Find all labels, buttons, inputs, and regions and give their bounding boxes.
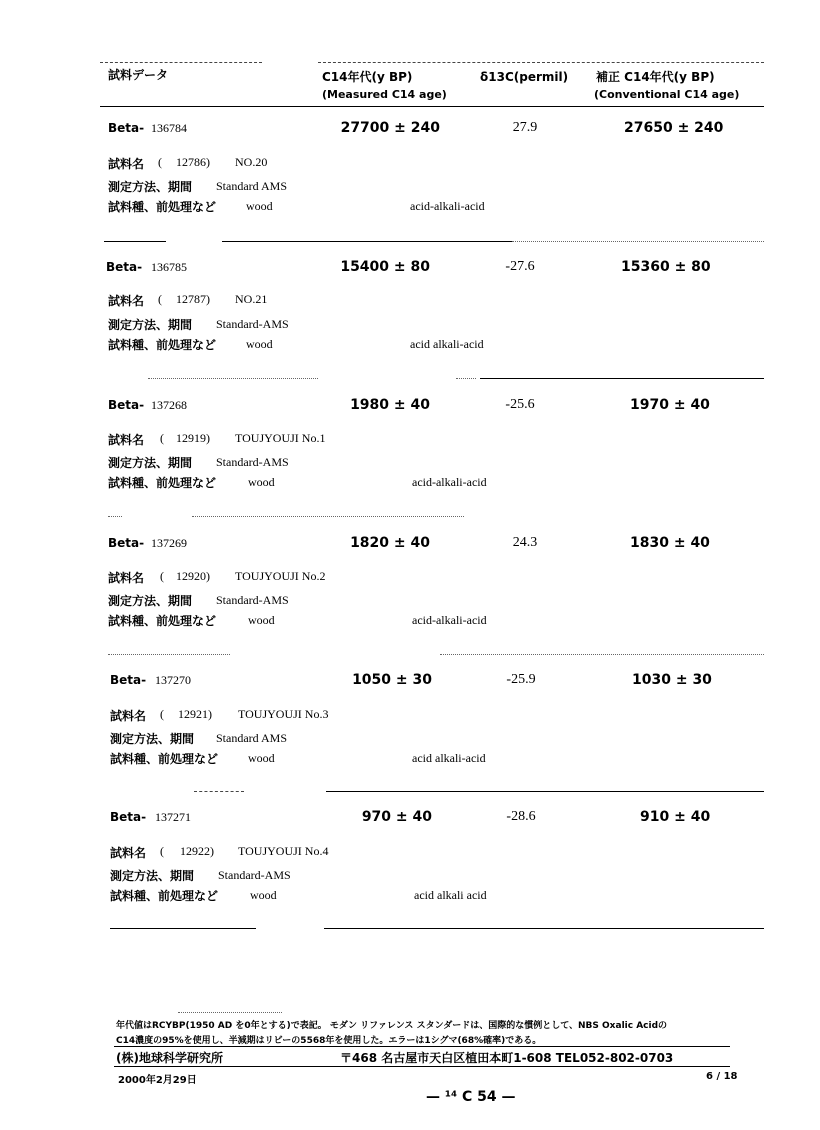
- method-value: Standard AMS: [216, 731, 288, 745]
- header-measured-age-en: (Measured C14 age): [322, 88, 447, 101]
- measured-age: 27700 ± 240: [340, 120, 440, 136]
- paren: (: [160, 431, 164, 445]
- d13c-value: -27.6: [505, 259, 535, 274]
- measured-age: 1820 ± 40: [350, 535, 430, 551]
- sample-name: TOUJYOUJI No.4: [238, 844, 329, 858]
- sample-record: [0, 533, 820, 671]
- beta-prefix: Beta-: [108, 536, 145, 550]
- sample-name-label: 試料名: [108, 294, 145, 308]
- d13c-value: 27.9: [512, 120, 538, 135]
- header-sample-data: 試料データ: [108, 68, 169, 82]
- lab-number: 12920): [176, 569, 210, 583]
- method-value: Standard-AMS: [216, 317, 289, 331]
- beta-number: 137268: [151, 398, 187, 412]
- method-label: 測定方法、期間: [108, 456, 193, 470]
- d13c-value: -28.6: [506, 809, 536, 824]
- lab-number: 12786): [176, 155, 210, 169]
- material-label: 試料種、前処理など: [108, 200, 217, 214]
- sample-record: [0, 807, 820, 945]
- sample-name-label: 試料名: [110, 846, 147, 860]
- beta-prefix: Beta-: [108, 121, 145, 135]
- paren: (: [160, 707, 164, 721]
- method-value: Standard-AMS: [216, 455, 289, 469]
- measured-age: 15400 ± 80: [340, 259, 430, 275]
- material-value: wood: [248, 475, 275, 489]
- material-label: 試料種、前処理など: [108, 338, 217, 352]
- pretreatment-value: acid-alkali-acid: [412, 613, 487, 627]
- header-measured-age: C14年代(y BP): [322, 70, 413, 84]
- sample-name: TOUJYOUJI No.3: [238, 707, 329, 721]
- material-label: 試料種、前処理など: [110, 752, 219, 766]
- conventional-age: 15360 ± 80: [621, 259, 711, 275]
- sample-name: TOUJYOUJI No.1: [235, 431, 326, 445]
- paren: (: [160, 844, 164, 858]
- sample-name-label: 試料名: [108, 157, 145, 171]
- lab-number: 12922): [180, 844, 214, 858]
- beta-prefix: Beta-: [110, 673, 147, 687]
- sample-record: [0, 670, 820, 808]
- report-date: 2000年2月29日: [118, 1075, 197, 1086]
- company-address: 〒468 名古屋市天白区植田本町1-608 TEL052-802-0703: [340, 1051, 674, 1065]
- d13c-value: -25.6: [505, 397, 535, 412]
- header-d13c: δ13C(permil): [480, 70, 569, 84]
- conventional-age: 1970 ± 40: [630, 397, 710, 413]
- page-code: — ¹⁴ C 54 —: [426, 1089, 516, 1105]
- method-label: 測定方法、期間: [110, 869, 195, 883]
- beta-prefix: Beta-: [110, 810, 147, 824]
- sample-record: [0, 257, 820, 395]
- conventional-age: 910 ± 40: [640, 809, 711, 825]
- conventional-age: 1830 ± 40: [630, 535, 710, 551]
- company-name: (株)地球科学研究所: [116, 1051, 223, 1065]
- beta-number: 136784: [151, 121, 187, 135]
- pretreatment-value: acid alkali-acid: [412, 751, 486, 765]
- pretreatment-value: acid-alkali-acid: [412, 475, 487, 489]
- sample-record: [0, 395, 820, 533]
- beta-prefix: Beta-: [106, 260, 143, 274]
- lab-number: 12787): [176, 292, 210, 306]
- beta-number: 137269: [151, 536, 187, 550]
- conventional-age: 27650 ± 240: [624, 120, 724, 136]
- pretreatment-value: acid alkali acid: [414, 888, 487, 902]
- lab-number: 12921): [178, 707, 212, 721]
- footnote-line-1: 年代値はRCYBP(1950 AD を0年とする)で表記。 モダン リファレンス スタンダードは、国際的な慣例として、NBS Oxalic Acidの: [116, 1021, 668, 1031]
- measured-age: 1980 ± 40: [350, 397, 430, 413]
- sample-name: NO.20: [235, 155, 268, 169]
- material-value: wood: [246, 337, 273, 351]
- beta-number: 137271: [155, 810, 191, 824]
- material-value: wood: [248, 613, 275, 627]
- paren: (: [158, 292, 162, 306]
- method-value: Standard-AMS: [216, 593, 289, 607]
- material-value: wood: [246, 199, 273, 213]
- material-value: wood: [248, 751, 275, 765]
- pretreatment-value: acid-alkali-acid: [410, 199, 485, 213]
- sample-name-label: 試料名: [110, 709, 147, 723]
- header-conventional-age-en: (Conventional C14 age): [594, 88, 740, 101]
- method-value: Standard AMS: [216, 179, 288, 193]
- measured-age: 970 ± 40: [361, 809, 432, 825]
- sample-name-label: 試料名: [108, 433, 145, 447]
- measured-age: 1050 ± 30: [352, 672, 432, 688]
- sample-name-label: 試料名: [108, 571, 145, 585]
- pretreatment-value: acid alkali-acid: [410, 337, 484, 351]
- beta-number: 137270: [155, 673, 191, 687]
- material-label: 試料種、前処理など: [108, 476, 217, 490]
- paren: (: [160, 569, 164, 583]
- lab-number: 12919): [176, 431, 210, 445]
- material-label: 試料種、前処理など: [108, 614, 217, 628]
- sample-name: NO.21: [235, 292, 268, 306]
- footnote-line-2: C14濃度の95%を使用し、半減期はリビーの5568年を使用した。エラーは1シグマ(68%確率)である。: [116, 1036, 542, 1046]
- d13c-value: -25.9: [506, 672, 536, 687]
- method-label: 測定方法、期間: [108, 180, 193, 194]
- sample-name: TOUJYOUJI No.2: [235, 569, 326, 583]
- header-conventional-age: 補正 C14年代(y BP): [596, 70, 715, 84]
- conventional-age: 1030 ± 30: [632, 672, 712, 688]
- method-label: 測定方法、期間: [108, 318, 193, 332]
- material-label: 試料種、前処理など: [110, 889, 219, 903]
- sample-record: [0, 118, 820, 256]
- method-label: 測定方法、期間: [110, 732, 195, 746]
- method-label: 測定方法、期間: [108, 594, 193, 608]
- method-value: Standard-AMS: [218, 868, 291, 882]
- beta-prefix: Beta-: [108, 398, 145, 412]
- page-number: 6 / 18: [706, 1071, 738, 1082]
- material-value: wood: [250, 888, 277, 902]
- beta-number: 136785: [151, 260, 187, 274]
- paren: (: [158, 155, 162, 169]
- d13c-value: 24.3: [512, 535, 538, 550]
